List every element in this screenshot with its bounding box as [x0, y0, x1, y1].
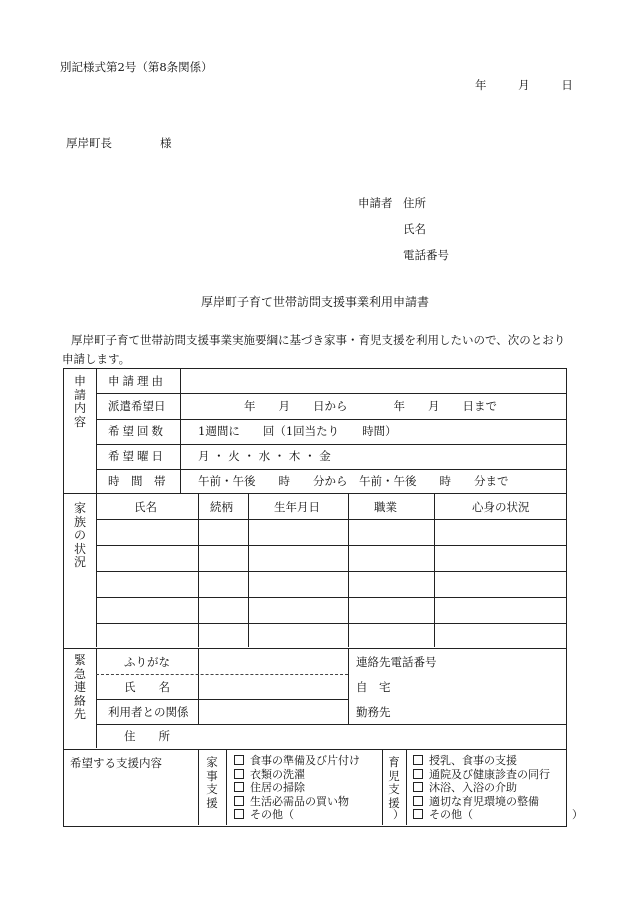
request-section: [63, 368, 567, 494]
support-label: 希望する支援内容: [70, 756, 162, 770]
checkbox[interactable]: [413, 782, 423, 792]
date-line: [475, 78, 573, 92]
checkbox[interactable]: [234, 755, 244, 765]
name-label: 氏名: [403, 222, 426, 236]
family-header-condition: 心身の状況: [472, 500, 530, 514]
family-header-birthdate: 生年月日: [274, 500, 320, 514]
value-dispatch-date[interactable]: 年 月 日から 年 月 日まで: [244, 399, 497, 413]
value-frequency[interactable]: 1週間に 回（1回当たり 時間）: [198, 424, 397, 438]
form-number: 別記様式第2号（第8条関係）: [60, 60, 213, 74]
label-contact-name: 氏 名: [124, 680, 170, 694]
checkbox[interactable]: [413, 809, 423, 819]
childcare-item[interactable]: その他（ ）: [413, 808, 583, 822]
label-contact-address: 住 所: [124, 729, 170, 743]
address-label: 住所: [403, 196, 426, 210]
family-header-occupation: 職業: [374, 500, 397, 514]
family-header-relation: 続柄: [210, 500, 233, 514]
phone-label: 電話番号: [403, 248, 449, 262]
document-title: 厚岸町子育て世帯訪問支援事業利用申請書: [200, 295, 429, 309]
label-reason: 申請理由: [108, 374, 166, 388]
label-furigana: ふりがな: [124, 655, 170, 669]
checkbox[interactable]: [413, 755, 423, 765]
applicant-label: 申請者: [358, 196, 393, 210]
childcare-title: 育児支援: [388, 755, 400, 810]
checkbox[interactable]: [234, 809, 244, 819]
addressee-name: 厚岸町長: [66, 136, 112, 150]
childcare-item[interactable]: 沐浴、入浴の介助: [413, 781, 583, 795]
intro-text: 厚岸町子育て世帯訪問支援事業実施要綱に基づき家事・育児支援を利用したいので、次のとおり申請します。: [62, 333, 566, 366]
childcare-list: [413, 754, 583, 822]
label-time-slot: 時 間 帯: [108, 474, 166, 488]
housework-item[interactable]: 衣類の洗濯: [234, 768, 404, 782]
housework-title: 家事支援: [206, 755, 218, 810]
day-label: 日: [561, 78, 573, 92]
label-dispatch-date: 派遣希望日: [108, 399, 166, 413]
addressee: [66, 136, 172, 150]
family-section-title: 家族の状況: [73, 501, 86, 569]
housework-item[interactable]: 生活必需品の買い物: [234, 795, 404, 809]
housework-list: [234, 754, 404, 822]
housework-item[interactable]: 食事の準備及び片付け: [234, 754, 404, 768]
label-home-phone: 自 宅: [356, 680, 391, 694]
childcare-item[interactable]: 授乳、食事の支援: [413, 754, 583, 768]
checkbox[interactable]: [413, 769, 423, 779]
label-relationship: 利用者との関係: [108, 705, 189, 719]
checkbox[interactable]: [234, 796, 244, 806]
family-header-name: 氏名: [134, 500, 157, 514]
family-section: [63, 494, 567, 649]
support-section: [63, 750, 583, 827]
checkbox[interactable]: [234, 782, 244, 792]
label-contact-phone: 連絡先電話番号: [356, 655, 437, 669]
month-label: 月: [518, 78, 530, 92]
label-weekday: 希望曜日: [108, 449, 166, 463]
emergency-section: [63, 649, 567, 750]
checkbox[interactable]: [234, 769, 244, 779]
label-frequency: 希望回数: [108, 424, 166, 438]
year-label: 年: [475, 78, 487, 92]
label-work-phone: 勤務先: [356, 705, 391, 719]
housework-item[interactable]: 住居の掃除: [234, 781, 404, 795]
checkbox[interactable]: [413, 796, 423, 806]
honorific: 様: [160, 136, 172, 150]
request-section-title: 申請内容: [73, 374, 86, 429]
value-time-slot[interactable]: 午前・午後 時 分から 午前・午後 時 分まで: [198, 474, 509, 488]
childcare-item[interactable]: 通院及び健康診査の同行: [413, 768, 583, 782]
emergency-section-title: 緊急連絡先: [73, 653, 86, 721]
housework-item[interactable]: その他（ ）: [234, 808, 404, 822]
applicant-block: [358, 190, 449, 268]
value-weekday[interactable]: 月 ・ 火 ・ 水 ・ 木 ・ 金: [198, 449, 331, 463]
childcare-item[interactable]: 適切な育児環境の整備: [413, 795, 583, 809]
